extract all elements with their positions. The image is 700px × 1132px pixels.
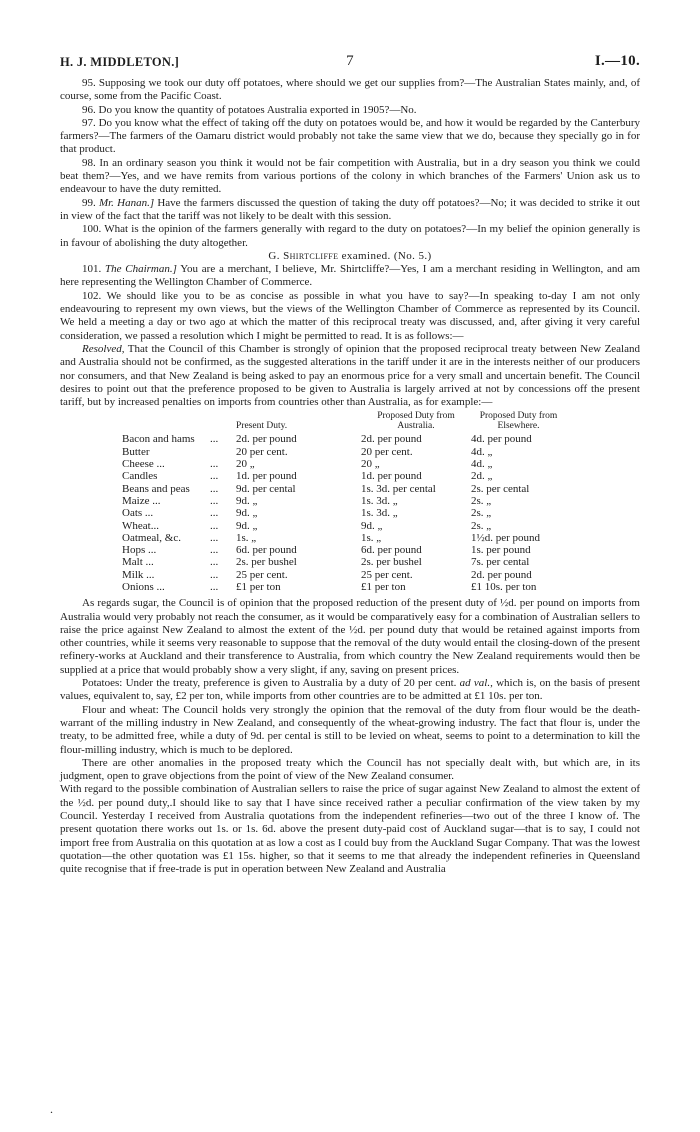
table-cell-australia: 6d. per pound [361,544,422,557]
table-cell-present: 25 per cent. [236,568,288,581]
table-row [122,556,566,568]
table-cell-australia: 1s. „ [361,531,382,544]
table-cell-item: Bacon and hams [122,433,195,446]
table-cell-leader: ... [210,568,219,581]
table-cell-present: 9d. „ [236,519,258,532]
table-cell-item: Hops ... [122,544,157,557]
table-cell-item: Butter [122,445,150,458]
paragraph-text: Have the farmers discussed the question of taking the duty off potatoes?—No; it was decided to strike it out in view of the fact that the tariff was not likely to be dealt with this session. [60,196,640,222]
table-row [122,470,566,482]
table-cell-australia: 25 per cent. [361,568,413,581]
speaker: Mr. Hanan.] [98,196,155,209]
table-cell-present: 2s. per bushel [236,556,297,569]
table-cell-item: Maize ... [122,494,161,507]
table-cell-elsewhere: 2d. per pound [471,568,532,581]
page-number: 7 [346,53,354,69]
table-cell-elsewhere: £1 10s. per ton [471,580,537,593]
table-row [122,458,566,470]
paragraph-flour: Flour and wheat: The Council holds very strongly the opinion that the removal of the duty from flour would be the death-warrant of the milling industry in New Zealand, and consequently of the wheat-growing industry. The fact that flour is, under the treaty, to be admitted free, while a duty of 9d. per cental is still to be levied on wheat, seems to point to a determination to kill the flour-milling industry, which is much to be deplored. [60,703,640,756]
column-header-elsewhere: Proposed Duty from Elsewhere. [479,411,558,432]
paragraph-potatoes: Potatoes: Under the treaty, preference is given to Australia by a duty of 20 per cent. ad val., which is, on the basis of present values, equivalent to, say, £2 per ton, while imports from other countries are to be admitted at £1 10s. per ton. [60,677,641,703]
paragraph-98: 98. In an ordinary season you think it would not be fair competition with Australia, but in a dry season you think we could beat them?—Yes, and we have remits from various portions of the colony in which branches of the Farmers' Union ask us to endeavour to have the duty remitted. [60,156,640,196]
table-cell-item: Malt ... [122,556,154,569]
table-cell-item: Wheat... [122,519,159,532]
table-cell-elsewhere: 2d. „ [471,470,493,483]
table-cell-leader: ... [210,482,219,495]
table-row [122,446,566,458]
table-cell-australia: 1s. 3d. „ [361,494,398,507]
table-cell-item: Cheese ... [122,458,165,471]
table-cell-elsewhere: 7s. per cental [471,556,530,569]
table-cell-leader: ... [210,544,219,557]
table-cell-australia: 9d. „ [361,519,383,532]
table-cell-present: 2d. per pound [236,433,297,446]
table-cell-item: Candles [122,470,158,483]
table-row [122,581,566,593]
table-cell-australia: 1s. 3d. per cental [361,482,436,495]
table-cell-leader: ... [210,494,219,507]
table-cell-australia: £1 per ton [361,580,406,593]
table-cell-present: 20 per cent. [236,445,288,458]
duty-table-wrap [60,411,640,593]
table-cell-present: 9d. „ [236,494,258,507]
table-cell-leader: ... [210,519,219,532]
table-cell-present: 1d. per pound [236,470,297,483]
document-page [60,55,640,877]
table-cell-elsewhere: 4d. „ [471,445,493,458]
table-cell-item: Oatmeal, &c. [122,531,181,544]
table-row [122,569,566,581]
table-cell-elsewhere: 2s. „ [471,494,492,507]
table-cell-elsewhere: 1s. per pound [471,544,531,557]
duty-table [122,411,566,593]
table-cell-elsewhere: 2s. „ [471,519,492,532]
table-cell-leader: ... [210,531,219,544]
document-code: I.—10. [594,53,640,69]
table-row [122,483,566,495]
paragraph-number: 99. [82,196,96,209]
table-cell-australia: 1d. per pound [361,470,422,483]
resolution [60,343,640,409]
table-cell-australia: 20 per cent. [361,445,413,458]
speaker: The Chairman.] [105,263,177,276]
table-cell-elsewhere: 1½d. per pound [471,531,541,544]
column-header-present: Present Duty. [236,421,288,432]
paragraph-99 [60,197,640,224]
table-cell-present: 20 „ [236,458,255,471]
header-author: H. J. MIDDLETON.] [60,55,180,69]
table-row [122,507,566,519]
paragraph-101 [60,263,640,290]
table-cell-leader: ... [210,433,219,446]
table-cell-australia: 2s. per bushel [361,556,422,569]
column-header-australia: Proposed Duty from Australia. [377,411,455,432]
table-cell-item: Oats ... [122,507,154,520]
table-body [122,433,566,593]
table-cell-present: 9d. per cental [236,482,296,495]
table-cell-elsewhere: 4d. per pound [471,433,532,446]
paragraph-anomalies: There are other anomalies in the proposed treaty which the Council has not specially dealt with, but which are, in its judgment, open to grave objections from the point of view of the New Zealand consumer. [60,756,640,783]
table-cell-australia: 1s. 3d. „ [361,507,398,520]
table-cell-item: Beans and peas [122,482,190,495]
table-row [122,495,566,507]
table-cell-elsewhere: 2s. per cental [471,482,530,495]
table-cell-elsewhere: 4d. „ [471,458,493,471]
table-cell-leader: ... [210,507,219,520]
margin-mark: . [50,1102,53,1116]
table-row [122,532,566,544]
page-header [60,55,640,77]
table-row [122,520,566,532]
paragraph-97: 97. Do you know what the effect of taking off the duty on potatoes would be, and how it would be regarded by the Canterbury farmers?—The farmers of the Oamaru district would probably not take the same view that we do, because they specially go in for that product. [60,116,640,156]
table-cell-item: Milk ... [122,568,155,581]
table-cell-present: 1s. „ [236,531,257,544]
paragraph-95: 95. Supposing we took our duty off potatoes, where should we get our supplies from?—The Australian States mainly, and, of course, some from the Pacific Coast. [60,77,640,103]
table-row [122,544,566,556]
table-cell-elsewhere: 2s. „ [471,507,492,520]
paragraph-text: You are a merchant, I believe, Mr. Shirtcliffe?—Yes, I am a merchant residing in Wellington, and am here representing the Wellington Chamber of Commerce. [60,263,641,289]
table-cell-leader: ... [210,580,219,593]
paragraph-102: 102. We should like you to be as concise as possible in what you have to say?—In speaking to-day I am not only endeavouring to represent my own views, but the views of the Wellington Chamber of Commerce as represented by its Council. We held a meeting a day or two ago at which the matter of this reciprocal treaty was discussed, and, after giving it very careful consideration, we passed a resolution which I might be permitted to read. It is as follows:— [60,289,640,342]
table-cell-item: Onions ... [122,580,165,593]
table-cell-leader: ... [210,470,219,483]
witness-name: Shirtcliffe [283,249,339,262]
paragraph-sugar: As regards sugar, the Council is of opinion that the proposed reduction of the present duty of ½d. per pound on imports from Australia would very probably not reach the consumer, as it would be comparatively easy for a combination of Australian sellers to raise the price against New Zealand to almost the extent of the ½d. per pound duty that would be retained against imports from other countries, while it seems very reasonable to suppose that the removal of the duty would entail the closing-down of the present refinery-works at Auckland and their transference to Australia, from which country the New Zealand requirements would then be supplied at a price that would probably show a very slight, if any, saving on present prices. [60,597,640,676]
table-cell-australia: 20 „ [361,458,380,471]
section-heading: G. Shirtcliffe examined. (No. 5.) [268,249,432,262]
document-body [60,77,640,877]
table-cell-present: £1 per ton [236,580,281,593]
resolution-lead: Resolved, [82,342,125,355]
table-cell-leader: ... [210,458,219,471]
table-header-row [122,411,566,433]
table-cell-present: 6d. per pound [236,544,297,557]
paragraph-number: 101. [82,263,102,276]
resolution-text: That the Council of this Chamber is strongly of opinion that the proposed reciprocal treaty between New Zealand and Australia should not be confirmed, as the suggested alterations in the tariff under it are in the interests neither of our producers nor consumers, and that New Zealand is being asked to pay an enormous price for a very small and uncertain benefit. The Council desires to point out that the preference proposed to be given to Australia is largely arrived at not by concessions off the present tariff, but by increased penalties on imports from countries other than Australia, as for example:— [60,342,640,409]
table-cell-australia: 2d. per pound [361,433,422,446]
paragraph-96: 96. Do you know the quantity of potatoes Australia exported in 1905?—No. [82,103,417,116]
table-row [122,433,566,445]
table-cell-present: 9d. „ [236,507,258,520]
paragraph-closing: With regard to the possible combination of Australian sellers to raise the price of sugar against New Zealand to almost the extent of the ½d. per pound duty,.I should like to say that I have since received rather a peculiar confirmation of the view taken by my Council. Yesterday I received from Australia quotations from the independent refineries—two out of the three I know of. The present quotation there works out 1s. or 1s. 6d. above the present duty-paid cost of Auckland sugar—that is to say, I could not import free from Australia on this quotation at as low a cost as I could buy from the Auckland Sugar Company. That was the lowest quotation—the other quotation was £1 15s. higher, so that it seems to me that already the independent refineries in Queensland quite recognise that if free-trade is put in operation between New Zealand and Australia [60,783,640,876]
paragraph-100: 100. What is the opinion of the farmers generally with regard to the duty on potatoes?—In my belief the opinion generally is in favour of abolishing the duty altogether. [60,223,640,249]
table-cell-leader: ... [210,556,219,569]
table-cell-leader [210,446,236,458]
